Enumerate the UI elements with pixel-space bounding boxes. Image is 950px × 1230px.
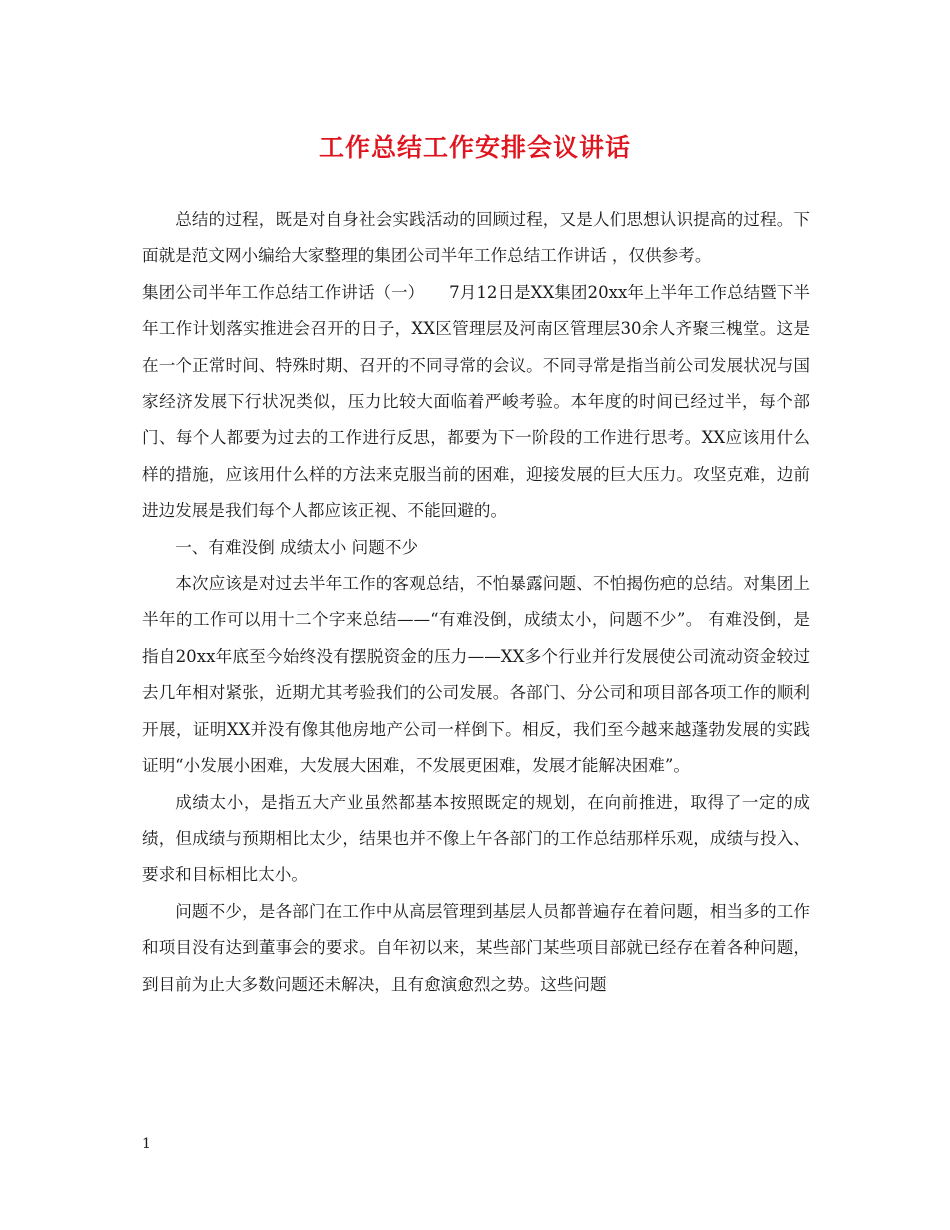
paragraph-problems: 问题不少，是各部门在工作中从高层管理到基层人员都普遍存在着问题，相当多的工作和项目没有达到董事会的要求。自年初以来，某些部门某些项目部就已经存在着各种问题，到目前为止大多数问题还未解决，且有愈演愈烈之势。这些问题 <box>142 901 810 994</box>
paragraph-intro: 总结的过程，既是对自身社会实践活动的回顾过程，又是人们思想认识提高的过程。下面就是范文网小编给大家整理的集团公司半年工作总结工作讲话 ，仅供参考。 <box>142 210 810 266</box>
paragraph-achievements: 成绩太小，是指五大产业虽然都基本按照既定的规划，在向前推进，取得了一定的成绩，但成绩与预期相比太少，结果也并不像上午各部门的工作总结那样乐观，成绩与投入、要求和目标相比太小。 <box>142 792 810 885</box>
paragraph-summary: 本次应该是对过去半年工作的客观总结，不怕暴露问题、不怕揭伤疤的总结。对集团上半年的工作可以用十二个字来总结——“有难没倒，成绩太小，问题不少”。 有难没倒，是指自20xx年底至今始终没有摆脱资金的压力——XX多个行业并行发展使公司流动资金较过去几年相对紧张，近期尤其考验我们的公司发展。各部门、分公司和项目部各项工作的顺利开展，证明XX并没有像其他房地产公司一样倒下。相反，我们至今越来越蓬勃发展的实践证明“小发展小困难，大发展大困难，不发展更困难，发展才能解决困难”。 <box>142 574 810 776</box>
page-number: 1 <box>142 1136 151 1152</box>
document-body <box>142 202 810 1003</box>
document-title: 工作总结工作安排会议讲话 <box>318 133 631 162</box>
section-heading: 一、有难没倒 成绩太小 问题不少 <box>175 537 419 557</box>
paragraph-speech-opening: 集团公司半年工作总结工作讲话（一） 7月12日是XX集团20xx年上半年工作总结暨下半年工作计划落实推进会召开的日子，XX区管理层及河南区管理层30余人齐聚三槐堂。这是在一个正常时间、特殊时期、召开的不同寻常的会议。不同寻常是指当前公司发展状况与国家经济发展下行状况类似，压力比较大面临着严峻考验。本年度的时间已经过半，每个部门、每个人都要为过去的工作进行反思，都要为下一阶段的工作进行思考。XX应该用什么样的措施，应该用什么样的方法来克服当前的困难，迎接发展的巨大压力。攻坚克难，边前进边发展是我们每个人都应该正视、不能回避的。 <box>142 282 810 521</box>
